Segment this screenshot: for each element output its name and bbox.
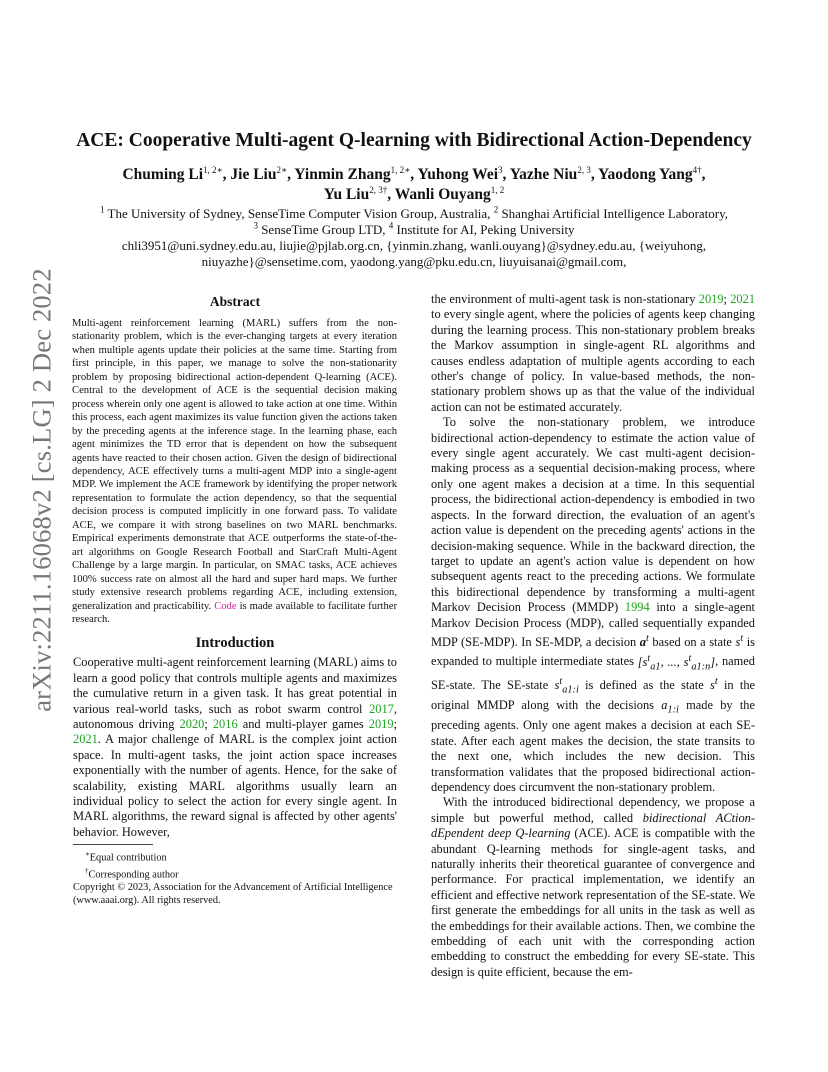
footnote <box>73 848 397 865</box>
author-mark: 1, 2∗ <box>390 164 411 175</box>
paper-title: ACE: Cooperative Multi-agent Q-learning with Bidirectional Action-Dependency <box>76 130 752 151</box>
copyright-notice: Copyright © 2023, Association for the Advancement of Artificial Intelligence (www.aaai.org). All rights reserved. <box>73 882 393 906</box>
text: to every single agent, where the policies of agents keep changing during the learning process. This non-stationary problem breaks the Markov assumption in single-agent RL algorithms and causes endless adaptation of multiple agents according to each other's change of policy. In value-based methods, the non-stationary problem shows up as that the value of the individual action can not be estimated accurately. <box>431 307 755 414</box>
author-mark: 3 <box>498 164 503 175</box>
author-mark: 1, 2∗ <box>203 164 223 175</box>
math-symbol: 1:i <box>667 704 679 716</box>
footnote-rule <box>73 844 153 845</box>
affil-mark: 1 <box>99 204 105 215</box>
abstract-text <box>72 317 397 626</box>
arxiv-stamp[interactable]: arXiv:2211.16068v2 [cs.LG] 2 Dec 2022 <box>26 268 57 712</box>
citation-link[interactable]: 2019 <box>368 717 394 732</box>
affil-text: Institute for AI, Peking University <box>393 222 575 237</box>
math-symbol: t <box>559 676 563 688</box>
author-mark: 2, 3 <box>577 164 591 175</box>
citation-link[interactable]: 2016 <box>212 717 238 732</box>
citation-link[interactable]: 2021 <box>730 292 756 306</box>
abstract-body: Multi-agent reinforcement learning (MARL) suffers from the non-stationarity problem, which is the ever-changing targets at every iteration when multiple agents update their policies at the same time. Starting from first principle, in this paper, we manage to solve the non-stationarity problem by proposing bidirectional action-dependent Q-learning (ACE). Central to the development of ACE is the sequential decision making process wherein only one agent is allowed to take action at one time. Within this process, each agent maximizes its value function given the actions taken by the preceding agents at the inference stage. In the learning phase, each agent minimizes the TD error that is dependent on how the subsequent agents have reacted to their chosen action. Given the design of bidirectional dependency, ACE effectively turns a multi-agent MDP into a single-agent MDP. We implement the ACE framework by identifying the proper network representation to formulate the action dependency, so that the sequential decision process is computed implicitly in one forward pass. To validate ACE, we compare it with strong baselines on two MARL benchmarks. Empirical experiments demonstrate that ACE outperforms the state-of-the-art algorithms on Google Research Football and StarCraft Multi-Agent Challenge by a large margin. In particular, on SMAC tasks, ACE achieves 100% success rate on almost all the hard and super hard maps. We further study extensive research problems regarding ACE, including extension, generalization and practicability. <box>72 318 397 612</box>
text: ; <box>393 717 398 732</box>
math-symbol: ] <box>710 654 716 669</box>
affil-mark: 3 <box>253 220 258 231</box>
math-symbol: s <box>554 678 560 693</box>
code-link[interactable]: Code <box>214 600 237 612</box>
intro-paragraph <box>73 655 397 840</box>
citation-link[interactable]: 1994 <box>624 600 650 615</box>
paragraph <box>431 795 755 980</box>
text: based on a state <box>648 635 736 650</box>
text: Cooperative multi-agent reinforcement learning (MARL) aims to learn a good policy that controls multiple agents and maximizes the cumulative return in a given task. It has great potential in various real-world tasks, such as robot swarm control <box>73 655 397 716</box>
math-symbol: [s <box>637 654 648 669</box>
math-symbol: t <box>714 676 718 688</box>
math-symbol: t <box>646 632 649 644</box>
math-symbol: t <box>740 632 744 644</box>
author-name: Yuhong Wei <box>417 166 499 183</box>
footnote-mark: † <box>85 867 89 876</box>
author-mark: 2∗ <box>276 164 288 175</box>
text: With the introduced bidirectional dependency, we propose a simple but powerful method, called <box>431 795 755 825</box>
left-column <box>73 294 397 908</box>
author-name: Jie Liu <box>230 166 277 183</box>
text: and multi-player games <box>237 717 369 732</box>
footnote-text: Corresponding author <box>88 869 179 881</box>
abstract-end: is made available to facilitate further research. <box>72 600 397 625</box>
citation-link[interactable]: 2020 <box>179 717 205 732</box>
affil-text: SenseTime Group LTD, <box>257 222 389 237</box>
author-mark: 2, 3† <box>369 184 388 195</box>
author-name: Yaodong Yang <box>598 166 693 183</box>
math-symbol: t <box>647 652 651 664</box>
citation-link[interactable]: 2019 <box>698 292 724 306</box>
introduction-heading: Introduction <box>195 635 275 652</box>
author-emails: niuyazhe}@sensetime.com, yaodong.yang@pku.edu.cn, liuyuisanai@gmail.com, <box>201 254 627 269</box>
footnote-text: Equal contribution <box>89 852 167 864</box>
abstract-heading: Abstract <box>209 294 261 309</box>
arxiv-stamp-container <box>22 268 62 712</box>
affil-mark: 4 <box>388 220 394 231</box>
author-name: Yazhe Niu <box>509 166 578 183</box>
emphasis: bidirectional ACtion-dEpendent deep Q-learning <box>431 810 755 841</box>
affil-mark: 2 <box>493 204 499 215</box>
math-symbol: s <box>710 678 715 693</box>
math-symbol: , ..., s <box>660 654 689 669</box>
affil-text: The University of Sydney, SenseTime Computer Vision Group, Australia, <box>104 206 494 221</box>
text: (ACE). ACE is compatible with the abundant Q-learning methods for single-agent tasks, and naturally inherits their theoretical guarantee of convergence and performance. For practical implementation, we identify an efficient and effective network representation of the SE-state. We first generate the embeddings for all units in the task as well as the embeddings for their available actions. Then, we combine the embedding of each unit with the corresponding action embedding to construct the embedding for every SE-state. This design is quite efficient, because the em- <box>431 826 755 979</box>
text: into a single-agent Markov Decision Process (MDP), called sequentially expanded MDP (SE-MDP). In SE-MDP, a decision <box>431 600 755 650</box>
author-mark: 1, 2 <box>490 184 505 195</box>
footnote <box>73 865 397 882</box>
math-symbol: a1:i <box>562 685 579 697</box>
affil-text: Shanghai Artificial Intelligence Laboratory, <box>498 206 729 221</box>
text: is expanded to multiple intermediate states <box>431 635 755 669</box>
math-symbol: a1:n <box>691 661 711 673</box>
text: , autonomous driving <box>73 701 397 732</box>
math-expression <box>637 652 716 673</box>
paragraph <box>431 292 755 415</box>
math-symbol: a <box>661 698 668 713</box>
text: . A major challenge of MARL is the complex joint action space. In multi-agent tasks, the joint action space increases exponentially with the number of agents. Hence, for the sake of scalability, existing MARL algorithms usually learn an individual policy to select the action for every single agent. In MARL algorithms, the reward signal is affected by other agents' behavior. However, <box>73 732 397 839</box>
text: ; <box>204 717 213 732</box>
text: To solve the non-stationary problem, we introduce bidirectional action-dependency to estimate the action value of every single agent accurately. We cast multi-agent decision-making process as a sequential decision-making process, where only one agent makes a decision at a time. In this sequential process, the bidirectional action-dependency is embodied in two aspects. In the forward direction, the evaluation of an agent's action value is dependent on the preceding agents' actions in the decision-making sequence. While in the backward direction, the target to update an agent's action value is dependent on how subsequent agents react to the preceding actions. We formulate this bidirectional dependence by transforming a multi-agent Markov Decision Process (MMDP) <box>431 415 755 615</box>
author-name: Yinmin Zhang <box>294 166 391 183</box>
author-name: Chuming Li <box>122 166 204 183</box>
citation-link[interactable]: 2021 <box>73 732 98 747</box>
author-name: Yu Liu <box>323 186 370 203</box>
text: the environment of multi-agent task is non-stationary <box>431 292 699 306</box>
citation-link[interactable]: 2017 <box>369 701 394 716</box>
paragraph <box>431 415 755 795</box>
math-symbol: a1 <box>650 661 661 673</box>
math-symbol: a <box>639 635 646 650</box>
math-symbol: s <box>735 635 741 650</box>
affiliations <box>60 206 768 270</box>
author-list: Chuming $Li^{1, 2∗}$, Jie Liu$^{2∗}$, Yinmin Zhang$^{1, 2∗}$, Yuhong Wei$^3$, Yazhe Niu$^{2, 3}$, Yaodong Yang$^{4\dagger}$, Yu Liu$^{2, 3\dagger}$, Wanli Ouyang$^{1, 2}$ <box>122 164 706 203</box>
author-name: Wanli Ouyang <box>394 186 491 203</box>
text: made by the preceding agents. Only one agent makes a decision at each SE-state. After each agent makes the decision, the state transits to the next one, which includes the new decision. This transformation validates that the proposed bidirectional action-dependency does circumvent the non-stationary problem. <box>431 698 755 794</box>
footnote-mark: ∗ <box>85 850 90 859</box>
text: , named SE-state. The SE-state <box>431 654 755 693</box>
text: in the original MMDP along with the decisions <box>431 678 756 713</box>
author-mark: 4† <box>692 164 702 175</box>
author-emails: chli3951@uni.sydney.edu.au, liujie@pjlab.org.cn, {yinmin.zhang, wanli.ouyang}@sydney.edu.au, {weiyuhong, <box>121 238 707 253</box>
text: ; <box>723 292 731 306</box>
math-symbol: t <box>688 652 692 664</box>
text: is defined as the state <box>578 678 711 693</box>
right-column <box>431 292 755 980</box>
